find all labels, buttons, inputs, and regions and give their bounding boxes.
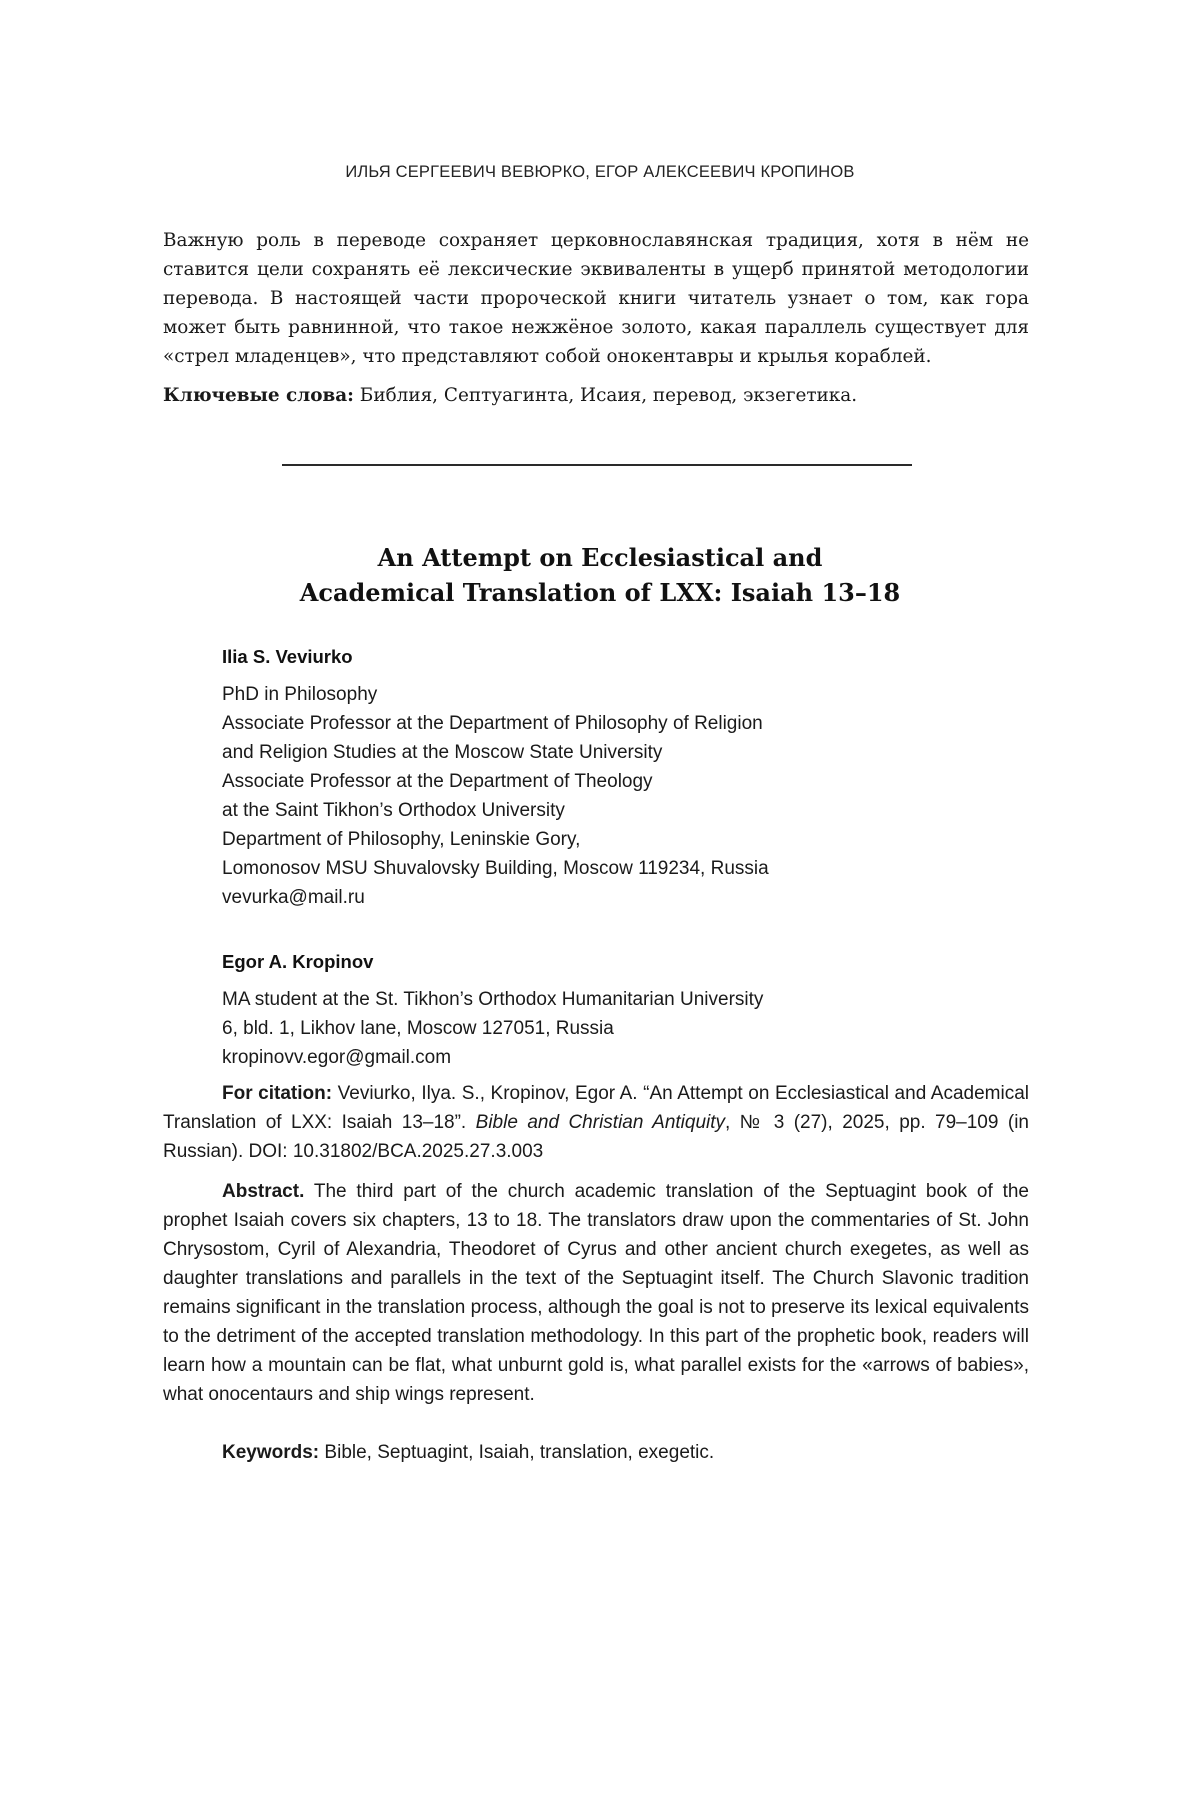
title-line-2: Academical Translation of LXX: Isaiah 13–18 bbox=[299, 578, 901, 607]
affiliation-line: 6, bld. 1, Likhov lane, Moscow 127051, Russia bbox=[222, 1018, 614, 1039]
citation-paragraph bbox=[163, 1079, 1029, 1166]
title-line-1: An Attempt on Ecclesiastical and bbox=[377, 543, 823, 572]
russian-abstract-tail: Важную роль в переводе сохраняет церковнославянская традиция, хотя в нём не ставится цели сохранять её лексические эквиваленты в ущерб принятой методологии перевода. В настоящей части пророческой книги читатель узнает о том, как гора может быть равнинной, что такое нежжёное золото, какая параллель существует для «стрел младенцев», что представляют собой онокентавры и крылья кораблей. bbox=[163, 230, 1029, 367]
author-1-affiliation bbox=[222, 680, 769, 912]
affiliation-line: Lomonosov MSU Shuvalovsky Building, Moscow 119234, Russia bbox=[222, 858, 769, 879]
english-abstract bbox=[163, 1177, 1029, 1409]
affiliation-line: Department of Philosophy, Leninskie Gory, bbox=[222, 829, 581, 850]
abstract-text: The third part of the church academic translation of the Septuagint book of the prophet Isaiah covers six chapters, 13 to 18. The translators draw upon the commentaries of St. John Chrysostom, Cyril of Alexandria, Theodoret of Cyrus and other ancient church exegetes, as well as daughter translations and parallels in the text of the Septuagint itself. The Church Slavonic tradition remains significant in the translation process, although the goal is not to preserve its lexical equivalents to the detriment of the accepted translation methodology. In this part of the prophetic book, readers will learn how a mountain can be flat, what unburnt gold is, what parallel exists for the «arrows of babies», what onocentaurs and ship wings represent. bbox=[163, 1181, 1029, 1405]
affiliation-line: and Religion Studies at the Moscow State University bbox=[222, 742, 663, 763]
affiliation-line: Associate Professor at the Department of Philosophy of Religion bbox=[222, 713, 763, 734]
citation-label: For citation: bbox=[222, 1083, 333, 1104]
keywords-label: Keywords: bbox=[222, 1442, 320, 1463]
author-2-affiliation bbox=[222, 985, 763, 1072]
author-name-1: Ilia S. Veviurko bbox=[222, 646, 353, 667]
author-email: vevurka@mail.ru bbox=[222, 887, 365, 908]
russian-keywords-text: Библия, Септуагинта, Исаия, перевод, экзегетика. bbox=[353, 385, 858, 406]
abstract-label: Abstract. bbox=[222, 1181, 305, 1202]
affiliation-line: at the Saint Tikhon’s Orthodox University bbox=[222, 800, 565, 821]
english-keywords bbox=[222, 1438, 714, 1467]
keywords-text: Bible, Septuagint, Isaiah, translation, exegetic. bbox=[319, 1442, 715, 1463]
author-email: kropinovv.egor@gmail.com bbox=[222, 1047, 452, 1068]
citation-text: Veviurko, Ilya. S., Kropinov, Egor A. “An Attempt on Ecclesiastical and Academical Translation of LXX: Isaiah 13–18”. bbox=[163, 1083, 1029, 1133]
russian-keywords bbox=[163, 381, 1029, 410]
affiliation-line: Associate Professor at the Department of Theology bbox=[222, 771, 653, 792]
author-name-2: Egor A. Kropinov bbox=[222, 951, 374, 972]
english-title bbox=[0, 540, 1200, 610]
running-head: ИЛЬЯ СЕРГЕЕВИЧ ВЕВЮРКО, ЕГОР АЛЕКСЕЕВИЧ КРОПИНОВ bbox=[345, 163, 855, 181]
affiliation-line: PhD in Philosophy bbox=[222, 684, 378, 705]
affiliation-line: MA student at the St. Tikhon’s Orthodox Humanitarian University bbox=[222, 989, 764, 1010]
citation-text-end: , № 3 (27), 2025, pp. 79–109 (in Russian). DOI: 10.31802/BCA.2025.27.3.003 bbox=[163, 1112, 1029, 1162]
citation-journal: Bible and Christian Antiquity bbox=[475, 1112, 726, 1133]
section-divider bbox=[282, 464, 912, 466]
russian-keywords-label: Ключевые слова: bbox=[163, 385, 354, 406]
